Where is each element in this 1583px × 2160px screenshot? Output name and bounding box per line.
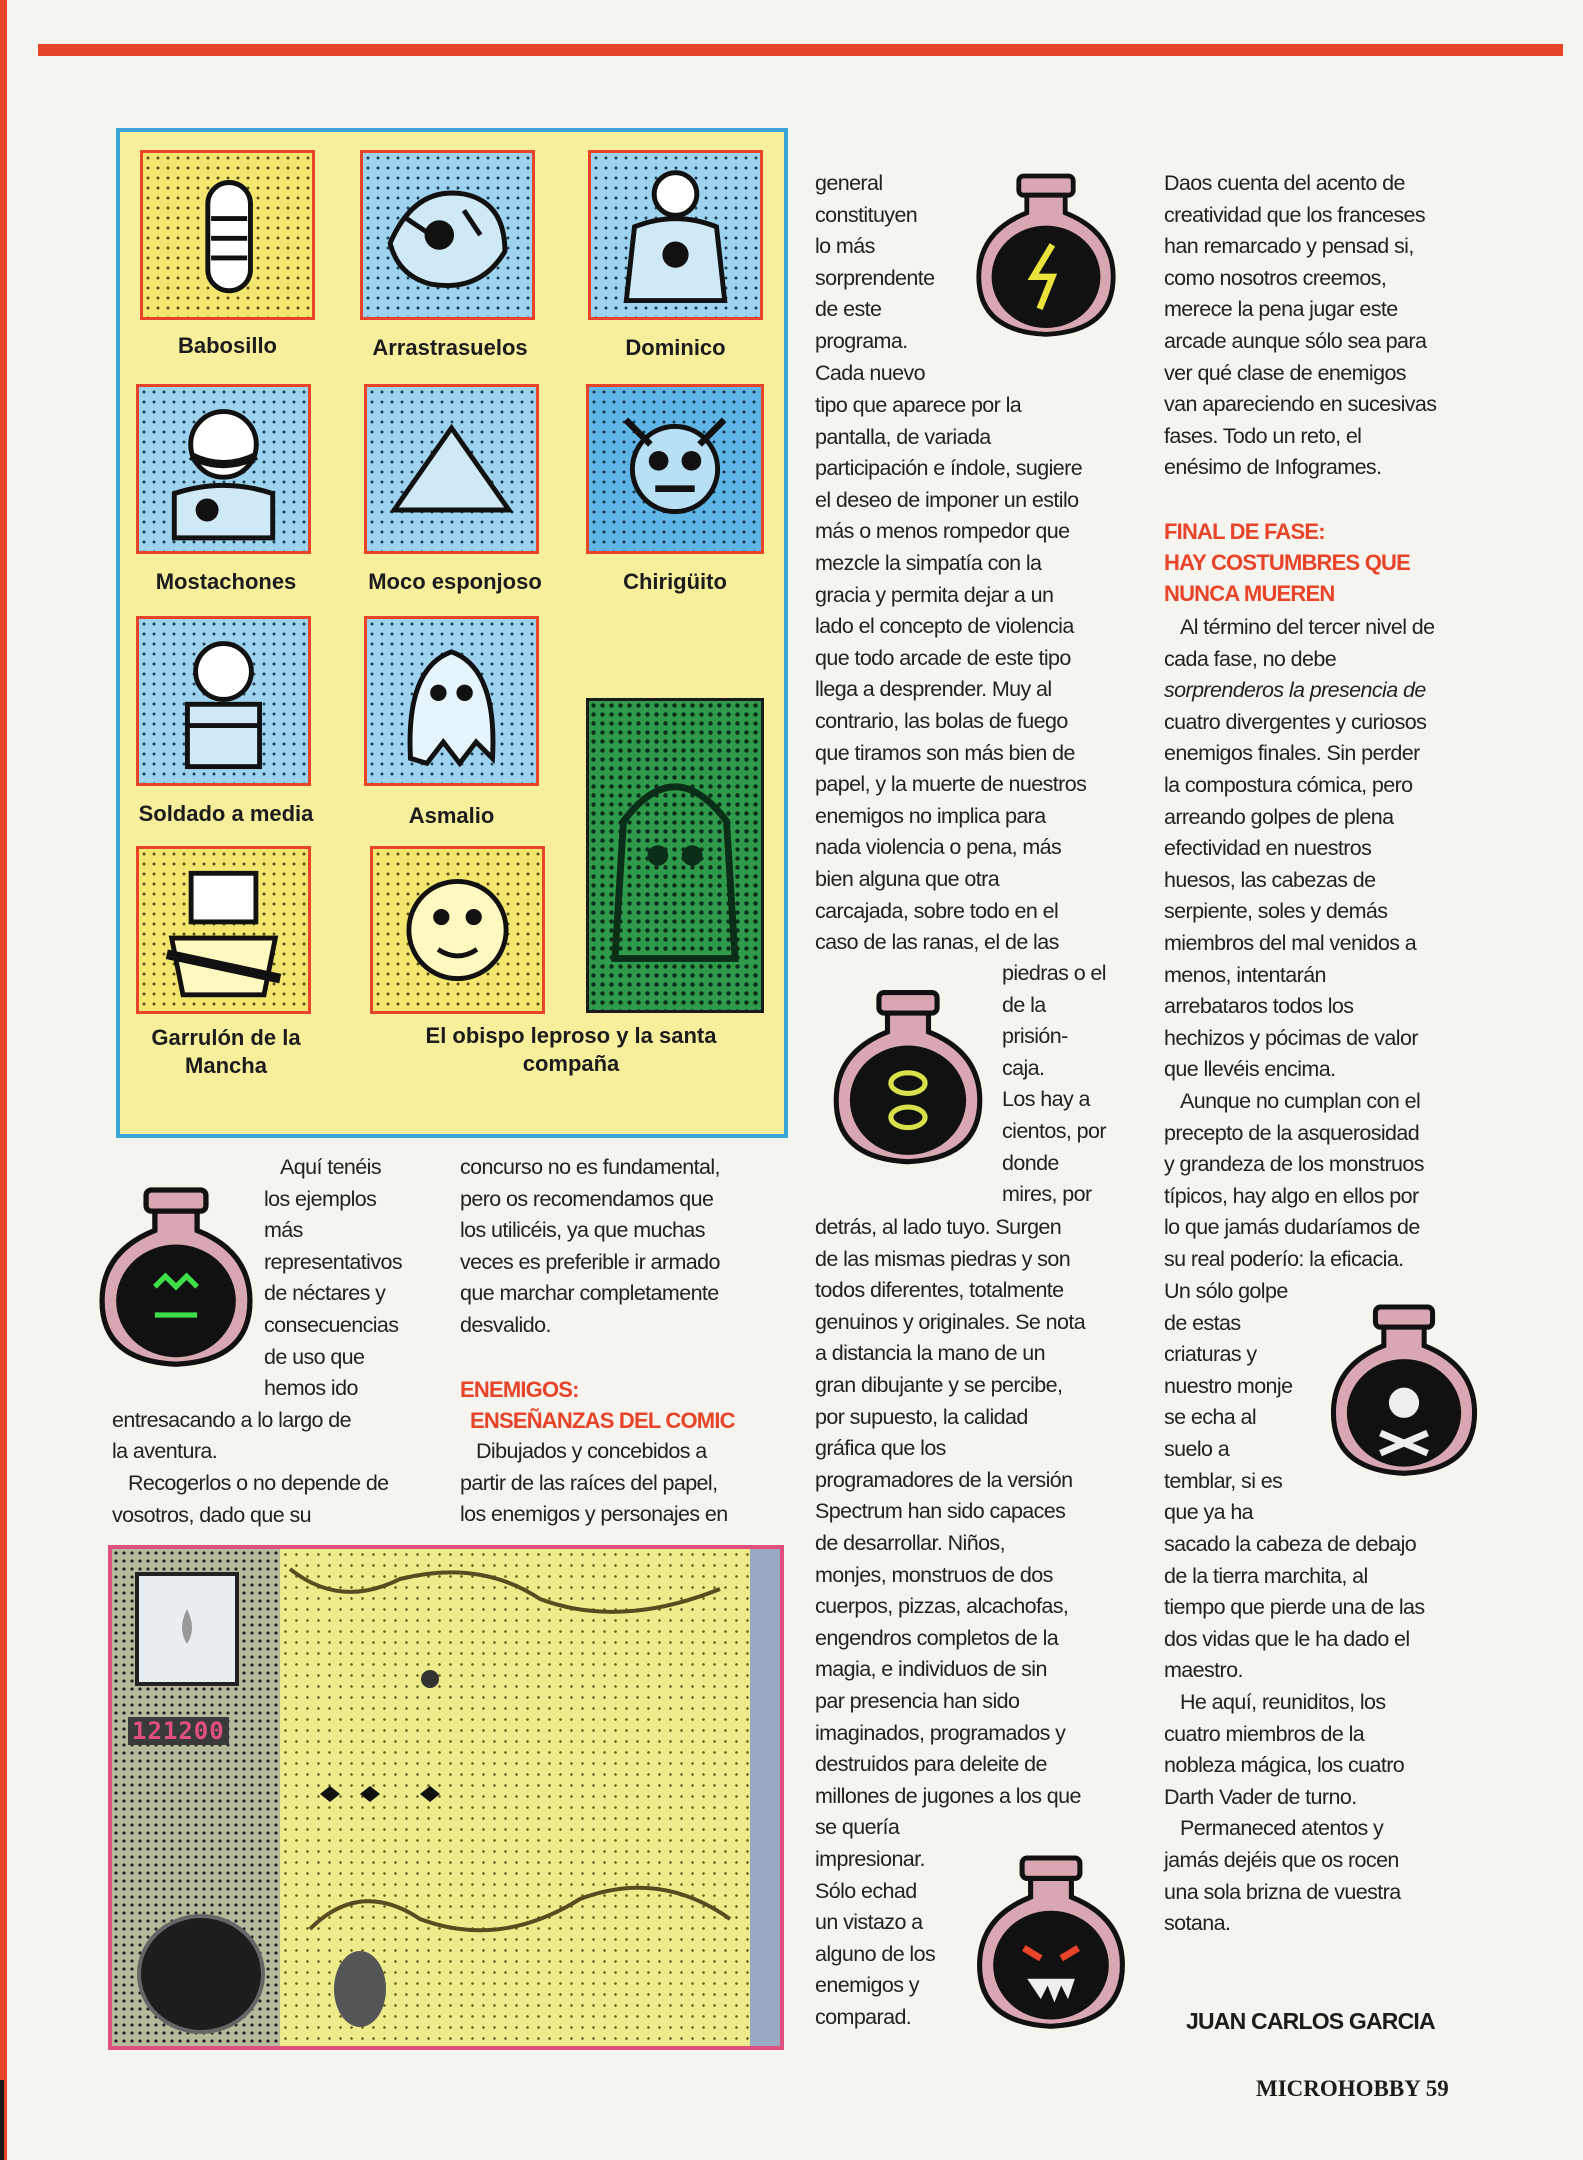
col4-line: arreando golpes de plena — [1164, 804, 1394, 829]
col4-line: cuatro miembros de la — [1164, 1721, 1365, 1746]
col2-line: desvalido. — [460, 1312, 551, 1337]
col3-line: de este — [815, 297, 882, 322]
col3-line: el deseo de imponer un estilo — [815, 487, 1079, 512]
left-edge-bar — [0, 0, 7, 2160]
col3-line: bien alguna que otra — [815, 866, 1000, 891]
caption-asmalio: Asmalio — [408, 803, 495, 828]
col1-line: entresacando a lo largo de — [112, 1407, 351, 1432]
col4-line: cada fase, no debe — [1164, 646, 1337, 671]
col4-line: Un sólo golpe — [1164, 1279, 1288, 1303]
enemy-tile-mostachones — [136, 384, 311, 554]
caption-chiriguito: Chirigüito — [623, 569, 727, 594]
col3-line: papel, y la muerte de nuestros — [815, 772, 1087, 797]
col3-line: de desarrollar. Niños, — [815, 1530, 1005, 1555]
col2-line: veces es preferible ir armado — [460, 1249, 720, 1274]
enemy-tile-chiriguito — [586, 384, 764, 554]
col4-line: van apareciendo en sucesivas — [1164, 392, 1437, 417]
crawler-icon — [363, 153, 532, 317]
col4-line: típicos, hay algo en ellos por — [1164, 1183, 1419, 1208]
imp-icon — [589, 387, 761, 551]
col4-line: como nosotros creemos, — [1164, 265, 1387, 290]
col1-line: la aventura. — [112, 1439, 218, 1464]
col2-text — [460, 1152, 790, 1342]
col4-body — [1164, 612, 1494, 1275]
col4-line: lo que jamás dudaríamos de — [1164, 1215, 1420, 1240]
col4-line: merece la pena jugar este — [1164, 297, 1398, 322]
col3-line: piedras o el — [1002, 961, 1106, 985]
enemy-tile-garrulon — [136, 846, 311, 1014]
col4-line: miembros del mal venidos a — [1164, 930, 1417, 955]
candle-icon — [132, 1569, 242, 1689]
potion-icon-4 — [1320, 1298, 1488, 1484]
enemy-tile-asmalio — [364, 616, 539, 786]
col1-line: los ejemplos — [264, 1186, 377, 1211]
col4-line: sorprenderos la presencia de — [1164, 678, 1426, 703]
col3-line: pantalla, de variada — [815, 424, 991, 449]
col1-line: de néctares y — [264, 1281, 386, 1306]
col3-line: caja. — [1002, 1055, 1045, 1080]
col3-line: que todo arcade de este tipo — [815, 645, 1071, 670]
col3-line: a distancia la mano de un — [815, 1341, 1046, 1366]
enemy-tile-arrastrasuelos — [360, 150, 535, 320]
enemy-tile-moco-esponjoso — [364, 384, 539, 554]
col3-line: contrario, las bolas de fuego — [815, 708, 1068, 733]
col3-line: imaginados, programados y — [815, 1720, 1066, 1745]
col4-line: huesos, las cabezas de — [1164, 867, 1376, 892]
col4-line: ver qué clase de enemigos — [1164, 360, 1406, 385]
col4-line: suelo a — [1164, 1436, 1230, 1461]
col3-bottom — [815, 1844, 965, 2034]
col3-line: engendros completos de la — [815, 1625, 1059, 1650]
col4-line: cuatro divergentes y curiosos — [1164, 709, 1427, 734]
game-playfield — [280, 1549, 750, 2046]
col4-line: han remarcado y pensad si, — [1164, 234, 1414, 259]
col3-line: magia, e individuos de sin — [815, 1657, 1047, 1682]
col4-line: menos, intentarán — [1164, 962, 1326, 987]
col4-line: sotana. — [1164, 1911, 1231, 1936]
col4-line: arrebataros todos los — [1164, 994, 1354, 1019]
col4-line: nobleza mágica, los cuatro — [1164, 1753, 1405, 1778]
potion-icon-5 — [966, 1848, 1136, 2038]
col4-line: maestro. — [1164, 1658, 1243, 1683]
col3-line: gran dibujante y se percibe, — [815, 1372, 1063, 1397]
col4-line: una sola brizna de vuestra — [1164, 1879, 1401, 1904]
author-signature: JUAN CARLOS GARCIA — [1186, 2008, 1435, 2034]
score-readout: 121200 — [128, 1717, 229, 1745]
col3-right — [1002, 958, 1152, 1211]
col1-line: de uso que — [264, 1344, 365, 1369]
mustache-icon — [139, 387, 308, 551]
col1-line: consecuencias — [264, 1312, 399, 1337]
col3-line: millones de jugones a los que — [815, 1783, 1081, 1808]
caption-soldado: Soldado a media — [138, 801, 314, 826]
col2-line: partir de las raíces del papel, — [460, 1470, 718, 1495]
col4-body2 — [1164, 1529, 1494, 1940]
col4-line: arcade aunque sólo sea para — [1164, 328, 1427, 353]
col2-line: que marchar completamente — [460, 1281, 719, 1306]
col3-line: tipo que aparece por la — [815, 393, 1022, 417]
col3-line: de las mismas piedras y son — [815, 1246, 1071, 1271]
potion-icon-2 — [962, 168, 1130, 344]
col2-line: pero os recomendamos que — [460, 1186, 714, 1211]
col4-line: creatividad que los franceses — [1164, 202, 1426, 227]
col3-line: alguno de los — [815, 1941, 936, 1966]
col1-line: Recogerlos o no depende de — [128, 1470, 389, 1495]
soldier-icon — [139, 619, 308, 783]
col3-line: cuerpos, pizzas, alcachofas, — [815, 1594, 1069, 1619]
col3-line: par presencia han sido — [815, 1688, 1020, 1713]
col3-line: donde — [1002, 1150, 1059, 1175]
caption-obispo: El obispo leproso y la santa compaña — [425, 1023, 717, 1076]
heading-line: ENSEÑANZAS DEL COMIC — [470, 1408, 735, 1433]
heading-line: ENEMIGOS: — [460, 1377, 579, 1402]
col4-line: la compostura cómica, pero — [1164, 772, 1413, 797]
enemy-tile-dominico — [588, 150, 763, 320]
col3-line: que tiramos son más bien de — [815, 740, 1075, 765]
col3-line: caso de las ranas, el de las — [815, 930, 1059, 955]
col2-line: los utilicéis, ya que muchas — [460, 1218, 705, 1243]
col3-line: por supuesto, la calidad — [815, 1404, 1028, 1429]
col3-line: mezcle la simpatía con la — [815, 550, 1042, 575]
col4-line: de estas — [1164, 1310, 1241, 1335]
col3-line: gracia y permita dejar a un — [815, 582, 1054, 607]
col4-line: de la tierra marchita, al — [1164, 1563, 1368, 1588]
col3-line: de la — [1002, 992, 1046, 1017]
sponge-icon — [367, 387, 536, 551]
col3-line: genuinos y originales. Se nota — [815, 1309, 1086, 1334]
col4-line: nuestro monje — [1164, 1373, 1293, 1398]
col4-line: Darth Vader de turno. — [1164, 1784, 1357, 1809]
cauldron-icon — [126, 1889, 276, 2039]
heading-final-de-fase — [1164, 516, 1494, 609]
col3-body — [815, 390, 1145, 959]
col4-line: su real poderío: la eficacia. — [1164, 1246, 1404, 1271]
col1-line: representativos — [264, 1249, 402, 1274]
col3-line: carcajada, sobre todo en el — [815, 898, 1059, 923]
col3-line: enemigos no implica para — [815, 803, 1046, 828]
col3-line: prisión- — [1002, 1024, 1068, 1049]
col3-top — [815, 168, 975, 389]
col3-line: impresionar. — [815, 1847, 925, 1871]
col1-text — [112, 1152, 442, 1531]
col3-line: general — [815, 171, 883, 195]
col3-line: se quería — [815, 1815, 900, 1840]
monk-icon — [591, 153, 760, 317]
col3-line: programadores de la versión — [815, 1467, 1073, 1492]
col3-line: cientos, por — [1002, 1118, 1106, 1143]
col4-line: efectividad en nuestros — [1164, 836, 1372, 861]
col2-text-after — [460, 1436, 790, 1531]
col3-line: destruidos para deleite de — [815, 1752, 1047, 1777]
col4-line: jamás dejéis que os rocen — [1164, 1847, 1399, 1872]
col3-line: gráfica que los — [815, 1436, 946, 1461]
col4-line: dos vidas que le ha dado el — [1164, 1626, 1410, 1651]
caption-babosillo: Babosillo — [177, 333, 277, 358]
col4-line: Aunque no cumplan con el — [1180, 1088, 1421, 1113]
col4-line: que llevéis encima. — [1164, 1057, 1336, 1082]
col3-line: monjes, monstruos de dos — [815, 1562, 1053, 1587]
col3-line: detrás, al lado tuyo. Surgen — [815, 1215, 1062, 1239]
col3-line: comparad. — [815, 2004, 912, 2029]
col3-line: Sólo echad — [815, 1878, 917, 1903]
col1-line: más — [264, 1218, 303, 1243]
col3-line: lado el concepto de violencia — [815, 614, 1074, 639]
potion-icon-3 — [810, 984, 1006, 1172]
col2-line: Dibujados y concebidos a — [476, 1439, 707, 1463]
left-edge-mark — [0, 2080, 4, 2160]
caption-dominico: Dominico — [625, 335, 726, 360]
caption-mostachones: Mostachones — [155, 569, 297, 594]
col1-line: vosotros, dado que su — [112, 1502, 311, 1527]
col4-line: sacado la cabeza de debajo — [1164, 1532, 1417, 1556]
col4-left — [1164, 1276, 1324, 1529]
slug-icon — [143, 153, 312, 317]
game-screenshot — [108, 1545, 784, 2050]
top-rule — [38, 44, 1563, 56]
bishop-icon — [589, 701, 761, 1010]
col4-line: se echa al — [1164, 1405, 1257, 1430]
col3-line: enemigos y — [815, 1973, 919, 1998]
col4-line: tiempo que pierde una de las — [1164, 1595, 1425, 1620]
col3-line: llega a desprender. Muy al — [815, 677, 1052, 702]
col3-line: Los hay a — [1002, 1087, 1090, 1112]
col3-line: constituyen — [815, 202, 918, 227]
col3-body2 — [815, 1212, 1145, 1844]
heading-enemigos — [460, 1374, 790, 1436]
leper-icon — [373, 849, 542, 1011]
game-right-border — [750, 1549, 780, 2046]
heading-line: HAY COSTUMBRES QUE — [1164, 550, 1410, 575]
col2-line: concurso no es fundamental, — [460, 1155, 720, 1179]
col4-line: enésimo de Infogrames. — [1164, 455, 1382, 480]
col1-line: hemos ido — [264, 1376, 358, 1401]
col3-line: Spectrum han sido capaces — [815, 1499, 1066, 1524]
col4-line: que ya ha — [1164, 1500, 1254, 1525]
col3-line: nada violencia o pena, más — [815, 835, 1062, 860]
enemy-tile-obispo-small — [370, 846, 545, 1014]
col3-line: todos diferentes, totalmente — [815, 1278, 1064, 1303]
col4-line: Daos cuenta del acento de — [1164, 171, 1405, 195]
col4-line: y grandeza de los monstruos — [1164, 1152, 1424, 1177]
col4-line: precepto de la asquerosidad — [1164, 1120, 1420, 1145]
enemy-tile-babosillo — [140, 150, 315, 320]
col3-line: programa. — [815, 328, 908, 353]
col3-line: un vistazo a — [815, 1910, 923, 1935]
heading-line: NUNCA MUEREN — [1164, 581, 1335, 606]
col4-line: serpiente, soles y demás — [1164, 899, 1388, 924]
brute-icon — [139, 849, 308, 1011]
col4-line: Al término del tercer nivel de — [1180, 615, 1435, 639]
col4-top — [1164, 168, 1494, 484]
col4-line: temblar, si es — [1164, 1468, 1283, 1493]
col3-line: participación e índole, sugiere — [815, 456, 1083, 481]
col4-line: He aquí, reuniditos, los — [1180, 1689, 1386, 1714]
col4-line: hechizos y pócimas de valor — [1164, 1025, 1418, 1050]
col4-line: Permaneced atentos y — [1180, 1816, 1384, 1841]
enemy-tile-obispo — [586, 698, 764, 1013]
enemy-tile-soldado — [136, 616, 311, 786]
caption-garrulon: Garrulón de la Mancha — [151, 1025, 301, 1078]
col3-line: sorprendente — [815, 265, 935, 290]
playfield-art — [280, 1549, 750, 2046]
page-folio: MICROHOBBY 59 — [1256, 2076, 1449, 2101]
col4-line: fases. Todo un reto, el — [1164, 423, 1362, 448]
col3-line: mires, por — [1002, 1182, 1092, 1207]
col4-line: enemigos finales. Sin perder — [1164, 741, 1420, 766]
caption-arrastrasuelos: Arrastrasuelos — [372, 335, 528, 360]
col1-line: Aquí tenéis — [280, 1155, 381, 1179]
col4-line: criaturas y — [1164, 1342, 1257, 1367]
caption-moco-esponjoso: Moco esponjoso — [368, 569, 542, 594]
ghost-icon — [367, 619, 536, 783]
col3-line: lo más — [815, 234, 875, 259]
col3-line: Cada nuevo — [815, 360, 925, 385]
col3-line: más o menos rompedor que — [815, 519, 1070, 544]
col2-line: los enemigos y personajes en — [460, 1502, 728, 1527]
heading-line: FINAL DE FASE: — [1164, 519, 1325, 544]
